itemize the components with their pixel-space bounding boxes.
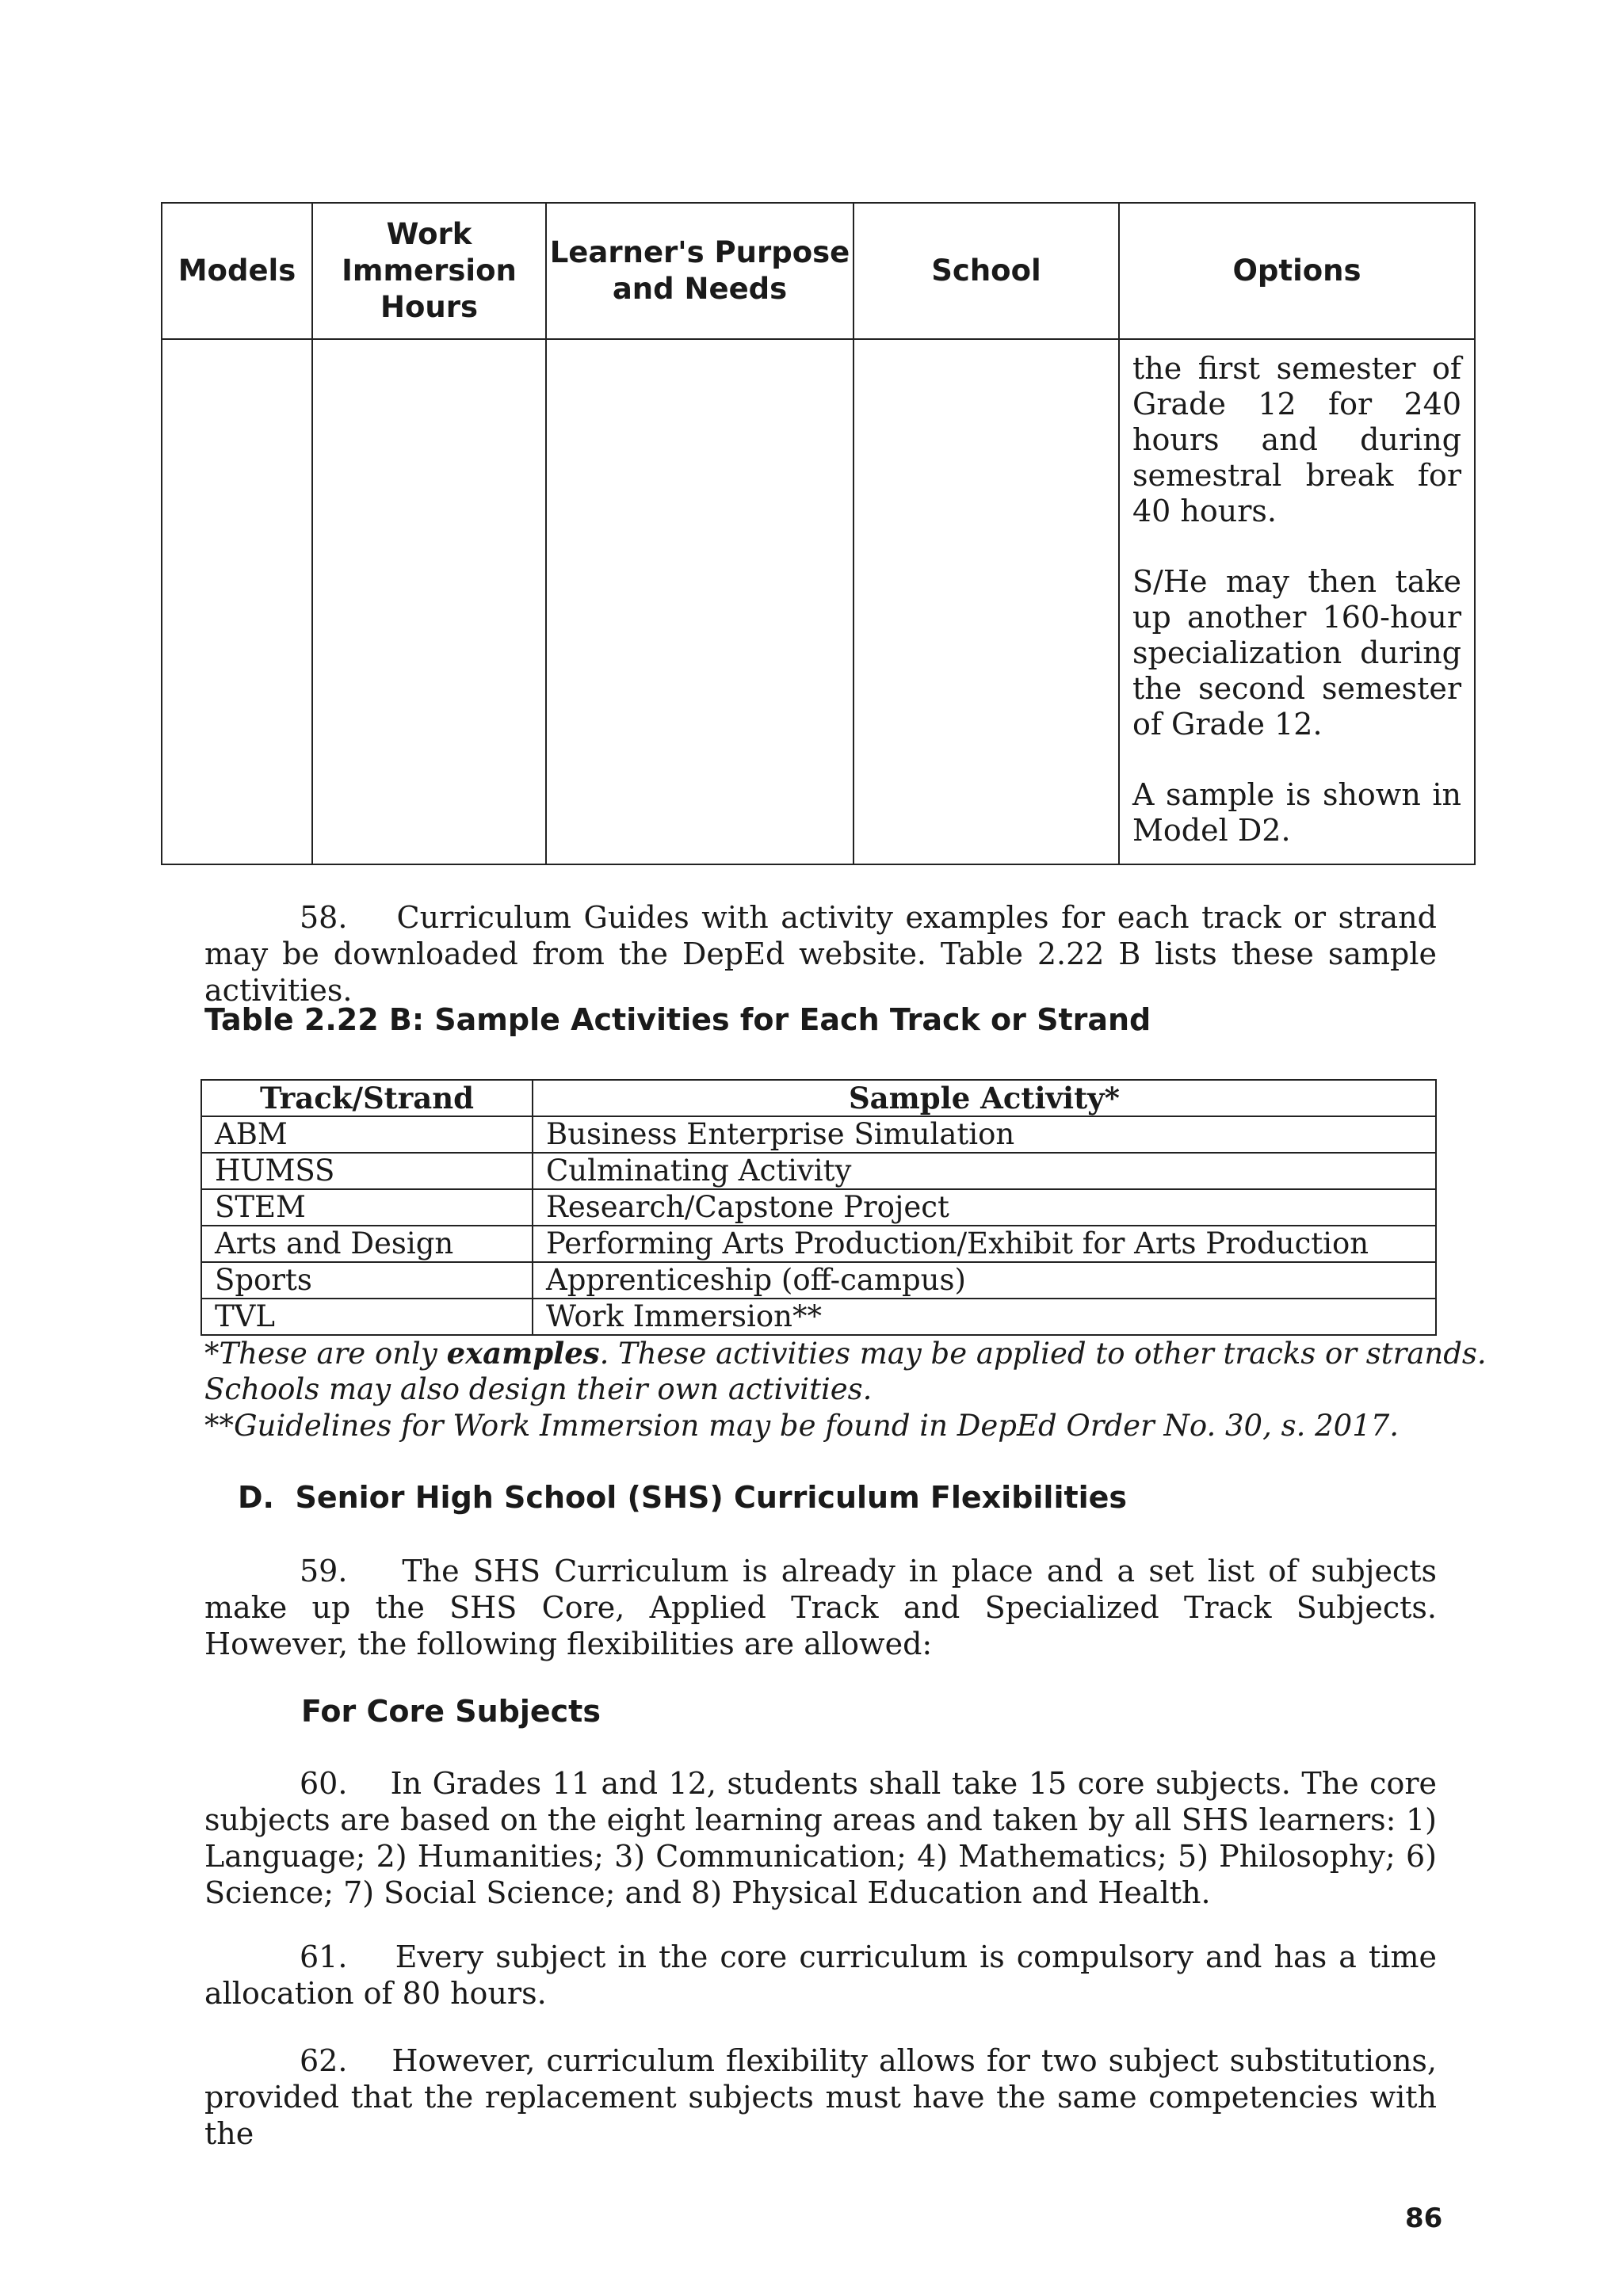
note-text: . These activities may be applied to other tracks or strands. xyxy=(599,1337,1487,1371)
header-school: School xyxy=(854,203,1119,339)
table-row xyxy=(201,1262,1436,1299)
models-table-header-row xyxy=(162,203,1475,339)
paragraph-text: Every subject in the core curriculum is compulsory and has a time allocation of 80 hours. xyxy=(204,1939,1437,2011)
models-table-row xyxy=(162,339,1475,864)
track-cell: Sports xyxy=(201,1262,533,1299)
header-sample-activity: Sample Activity* xyxy=(533,1080,1436,1116)
paragraph-text: Curriculum Guides with activity examples for each track or strand may be downloaded from the DepEd website. Table 2.22 B lists these sample activities. xyxy=(204,900,1437,1008)
paragraph-number: 60. xyxy=(300,1766,348,1801)
header-learners-purpose: Learner's Purpose and Needs xyxy=(546,203,854,339)
paragraph-text: However, curriculum flexibility allows for two subject substitutions, provided that the replacement subjects must have the same competencies with the xyxy=(204,2043,1437,2151)
models-table xyxy=(161,202,1476,865)
cell-purpose xyxy=(546,339,854,864)
page-number: 86 xyxy=(1405,2203,1443,2234)
cell-options xyxy=(1119,339,1475,864)
track-cell: TVL xyxy=(201,1299,533,1335)
header-work-immersion-hours: Work Immersion Hours xyxy=(312,203,546,339)
note-emphasis: examples xyxy=(446,1336,600,1371)
header-models: Models xyxy=(162,203,312,339)
options-paragraph: S/He may then take up another 160-hour specialization during the second semester of Grade 12. xyxy=(1132,564,1461,742)
activity-cell: Apprenticeship (off-campus) xyxy=(533,1262,1436,1299)
track-cell: Arts and Design xyxy=(201,1226,533,1262)
table-title: Table 2.22 B: Sample Activities for Each Track or Strand xyxy=(204,1002,1151,1037)
activity-cell: Business Enterprise Simulation xyxy=(533,1116,1436,1153)
paragraph-text: The SHS Curriculum is already in place and a set list of subjects make up the SHS Core, Applied Track and Specialized Track Subjects. However, the following flexibilities are allowed: xyxy=(204,1554,1437,1661)
paragraph-number: 59. xyxy=(300,1554,348,1589)
table-row xyxy=(201,1153,1436,1189)
paragraph-number: 61. xyxy=(300,1939,348,1974)
activity-cell: Research/Capstone Project xyxy=(533,1189,1436,1226)
paragraph-60 xyxy=(204,1765,1437,1911)
table-note-2: Schools may also design their own activities. xyxy=(204,1372,873,1406)
paragraph-62 xyxy=(204,2042,1437,2152)
table-row xyxy=(201,1116,1436,1153)
cell-models xyxy=(162,339,312,864)
section-letter: D. xyxy=(238,1480,274,1515)
cell-school xyxy=(854,339,1119,864)
note-text: *These are only xyxy=(204,1337,447,1371)
track-cell: HUMSS xyxy=(201,1153,533,1189)
paragraph-58 xyxy=(204,899,1437,1009)
section-heading xyxy=(238,1480,1127,1515)
activity-cell: Performing Arts Production/Exhibit for Arts Production xyxy=(533,1226,1436,1262)
paragraph-number: 58. xyxy=(300,900,348,935)
options-paragraph: the first semester of Grade 12 for 240 hours and during semestral break for 40 hours. xyxy=(1132,351,1461,528)
options-paragraph: A sample is shown in Model D2. xyxy=(1132,777,1461,848)
activity-cell: Culminating Activity xyxy=(533,1153,1436,1189)
track-cell: ABM xyxy=(201,1116,533,1153)
subheading: For Core Subjects xyxy=(301,1694,601,1729)
cell-hours xyxy=(312,339,546,864)
table-row xyxy=(201,1226,1436,1262)
section-title: Senior High School (SHS) Curriculum Flexibilities xyxy=(295,1480,1128,1515)
table-row xyxy=(201,1189,1436,1226)
table-note-1 xyxy=(204,1335,1487,1372)
activity-cell: Work Immersion** xyxy=(533,1299,1436,1335)
header-track-strand: Track/Strand xyxy=(201,1080,533,1116)
paragraph-59 xyxy=(204,1553,1437,1662)
track-strand-table xyxy=(200,1079,1437,1336)
table-note-3: **Guidelines for Work Immersion may be found in DepEd Order No. 30, s. 2017. xyxy=(204,1409,1400,1443)
track-cell: STEM xyxy=(201,1189,533,1226)
paragraph-text: In Grades 11 and 12, students shall take 15 core subjects. The core subjects are based on the eight learning areas and taken by all SHS learners: 1) Language; 2) Humanities; 3) Communication; 4) Mathematics; 5) Philosophy; 6) Science; 7) Social Science; and 8) Physical Education and Health. xyxy=(204,1766,1437,1910)
header-options: Options xyxy=(1119,203,1475,339)
paragraph-number: 62. xyxy=(300,2043,348,2078)
paragraph-61 xyxy=(204,1939,1437,2012)
table-row xyxy=(201,1299,1436,1335)
track-table-header-row xyxy=(201,1080,1436,1116)
